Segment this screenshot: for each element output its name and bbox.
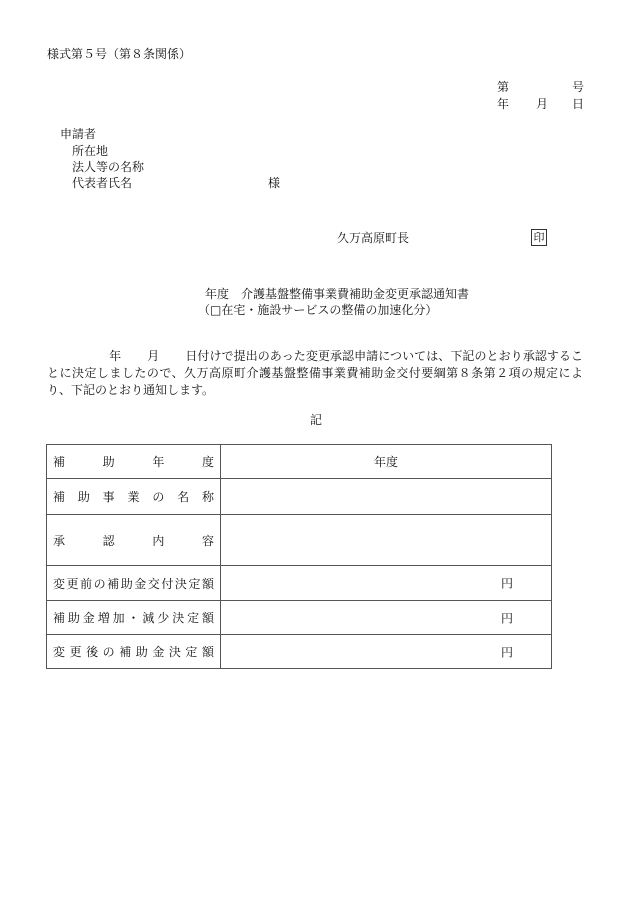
approval-content-field[interactable]	[221, 515, 552, 566]
change-amount-field[interactable]	[221, 601, 552, 635]
doc-number-suffix: 号	[572, 80, 585, 94]
post-change-amount-field[interactable]	[221, 635, 552, 669]
seal-mark: 印	[531, 229, 547, 246]
yen-unit: 円	[501, 576, 514, 591]
table-row	[47, 445, 552, 479]
yen-unit: 円	[501, 611, 514, 625]
table-row	[47, 566, 552, 601]
document-subtitle: （□在宅・施設サービスの整備の加速化分）	[198, 303, 438, 317]
table-row	[47, 635, 552, 669]
address-label: 所在地	[72, 144, 109, 158]
issuer-name: 久万高原町長	[337, 231, 410, 245]
form-number: 様式第５号（第８条関係）	[47, 47, 192, 61]
project-name-field[interactable]	[221, 479, 552, 515]
rep-name-label: 代表者氏名	[72, 176, 133, 190]
date-year: 年	[497, 97, 510, 111]
fiscal-year-field[interactable]	[221, 445, 552, 479]
ki-heading: 記	[310, 413, 323, 427]
table-row	[47, 515, 552, 566]
pre-change-amount-field[interactable]	[221, 566, 552, 601]
fiscal-year-value: 年度	[373, 455, 398, 469]
row-label: 補助年度	[47, 445, 221, 479]
body-paragraph	[47, 348, 583, 399]
body-year: 年	[109, 349, 122, 363]
row-label: 補助事業の名称	[47, 479, 221, 515]
row-label: 承認内容	[47, 515, 221, 566]
body-month: 月	[147, 349, 160, 363]
doc-number-prefix: 第	[497, 80, 510, 94]
row-label: 変更後の補助金決定額	[47, 635, 221, 669]
body-text: 日付けで提出のあった変更承認申請については、下記のとおり承認することに決定しましたので、久万高原町介護基盤整備事業費補助金交付要綱第８条第２項の規定により、下記のとおり通知します。	[47, 349, 583, 397]
table-row	[47, 601, 552, 635]
date-month: 月	[536, 97, 549, 111]
applicant-title: 申請者	[60, 127, 97, 141]
document-title: 年度 介護基盤整備事業費補助金変更承認通知書	[205, 287, 470, 301]
details-table	[46, 444, 552, 669]
honorific: 様	[268, 176, 281, 190]
table-row	[47, 479, 552, 515]
row-label: 補助金増加・減少決定額	[47, 601, 221, 635]
date-day: 日	[572, 97, 585, 111]
yen-unit: 円	[501, 645, 514, 659]
corp-name-label: 法人等の名称	[72, 160, 145, 174]
row-label: 変更前の補助金交付決定額	[47, 566, 221, 601]
